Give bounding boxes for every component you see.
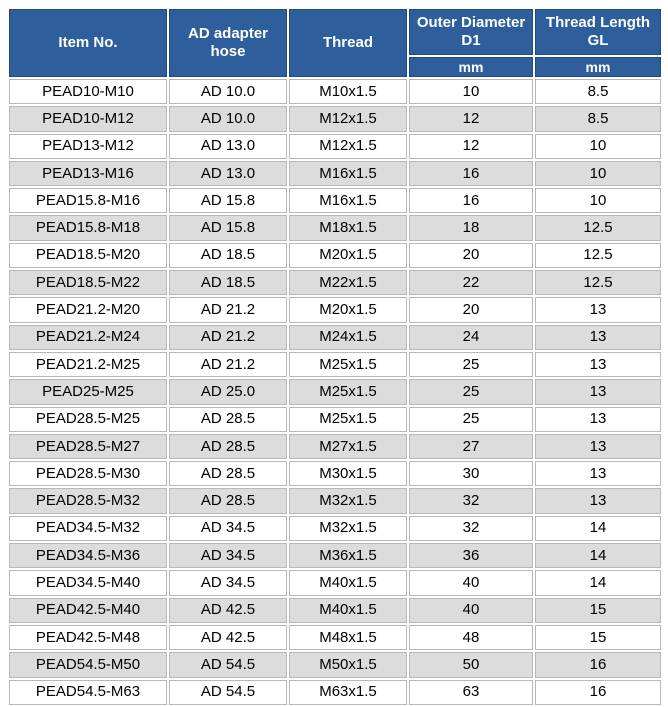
table-row: [9, 106, 661, 131]
item-no-cell: PEAD34.5-M40: [9, 570, 167, 595]
item-no-cell: PEAD21.2-M25: [9, 352, 167, 377]
item-no-cell: PEAD10-M10: [9, 79, 167, 104]
header-outer-diameter: Outer Diameter D1: [409, 9, 533, 55]
outer-diameter-cell: 32: [409, 516, 533, 541]
thread-cell: M30x1.5: [289, 461, 407, 486]
adapter-hose-cell: AD 28.5: [169, 434, 287, 459]
table-row: [9, 325, 661, 350]
outer-diameter-cell: 16: [409, 161, 533, 186]
outer-diameter-cell: 36: [409, 543, 533, 568]
outer-diameter-cell: 63: [409, 680, 533, 705]
adapter-hose-cell: AD 15.8: [169, 215, 287, 240]
adapter-hose-cell: AD 28.5: [169, 461, 287, 486]
table-row: [9, 243, 661, 268]
thread-cell: M25x1.5: [289, 379, 407, 404]
adapter-hose-cell: AD 15.8: [169, 188, 287, 213]
table-header: [9, 9, 661, 77]
adapter-hose-cell: AD 13.0: [169, 161, 287, 186]
item-no-cell: PEAD13-M12: [9, 134, 167, 159]
item-no-cell: PEAD18.5-M20: [9, 243, 167, 268]
item-no-cell: PEAD42.5-M48: [9, 625, 167, 650]
table-row: [9, 570, 661, 595]
item-no-cell: PEAD15.8-M16: [9, 188, 167, 213]
adapter-hose-cell: AD 42.5: [169, 625, 287, 650]
adapter-hose-cell: AD 28.5: [169, 488, 287, 513]
adapter-hose-cell: AD 10.0: [169, 79, 287, 104]
table-row: [9, 488, 661, 513]
adapter-hose-cell: AD 34.5: [169, 570, 287, 595]
outer-diameter-cell: 27: [409, 434, 533, 459]
thread-length-cell: 12.5: [535, 270, 661, 295]
adapter-hose-cell: AD 42.5: [169, 598, 287, 623]
thread-length-cell: 14: [535, 570, 661, 595]
thread-length-cell: 13: [535, 407, 661, 432]
outer-diameter-cell: 25: [409, 407, 533, 432]
table-row: [9, 625, 661, 650]
thread-length-cell: 8.5: [535, 79, 661, 104]
outer-diameter-cell: 16: [409, 188, 533, 213]
table-row: [9, 188, 661, 213]
adapter-hose-cell: AD 54.5: [169, 680, 287, 705]
table-row: [9, 134, 661, 159]
outer-diameter-cell: 20: [409, 243, 533, 268]
item-no-cell: PEAD13-M16: [9, 161, 167, 186]
thread-cell: M18x1.5: [289, 215, 407, 240]
table-row: [9, 461, 661, 486]
adapter-hose-cell: AD 34.5: [169, 543, 287, 568]
item-no-cell: PEAD28.5-M32: [9, 488, 167, 513]
thread-cell: M36x1.5: [289, 543, 407, 568]
thread-length-cell: 12.5: [535, 215, 661, 240]
outer-diameter-cell: 40: [409, 570, 533, 595]
thread-cell: M12x1.5: [289, 106, 407, 131]
thread-cell: M48x1.5: [289, 625, 407, 650]
thread-length-cell: 14: [535, 543, 661, 568]
outer-diameter-cell: 24: [409, 325, 533, 350]
thread-length-cell: 13: [535, 352, 661, 377]
adapter-hose-cell: AD 18.5: [169, 243, 287, 268]
outer-diameter-cell: 12: [409, 106, 533, 131]
outer-diameter-cell: 18: [409, 215, 533, 240]
thread-length-cell: 16: [535, 680, 661, 705]
outer-diameter-cell: 10: [409, 79, 533, 104]
thread-cell: M63x1.5: [289, 680, 407, 705]
thread-cell: M27x1.5: [289, 434, 407, 459]
item-no-cell: PEAD18.5-M22: [9, 270, 167, 295]
item-no-cell: PEAD28.5-M25: [9, 407, 167, 432]
header-adapter-hose-label: AD adapter hose: [187, 25, 269, 60]
outer-diameter-cell: 30: [409, 461, 533, 486]
outer-diameter-cell: 48: [409, 625, 533, 650]
table-row: [9, 434, 661, 459]
header-unit-gl: mm: [535, 57, 661, 77]
item-no-cell: PEAD34.5-M36: [9, 543, 167, 568]
header-item-no: Item No.: [9, 9, 167, 77]
item-no-cell: PEAD34.5-M32: [9, 516, 167, 541]
item-no-cell: PEAD15.8-M18: [9, 215, 167, 240]
item-no-cell: PEAD54.5-M50: [9, 652, 167, 677]
item-no-cell: PEAD54.5-M63: [9, 680, 167, 705]
header-unit-d1: mm: [409, 57, 533, 77]
outer-diameter-cell: 25: [409, 352, 533, 377]
table-row: [9, 516, 661, 541]
thread-length-cell: 13: [535, 434, 661, 459]
table-row: [9, 407, 661, 432]
adapter-hose-cell: AD 21.2: [169, 297, 287, 322]
thread-cell: M16x1.5: [289, 188, 407, 213]
item-no-cell: PEAD10-M12: [9, 106, 167, 131]
table-row: [9, 79, 661, 104]
thread-cell: M16x1.5: [289, 161, 407, 186]
header-thread-length: Thread Length GL: [535, 9, 661, 55]
thread-cell: M40x1.5: [289, 570, 407, 595]
item-no-cell: PEAD21.2-M24: [9, 325, 167, 350]
thread-cell: M25x1.5: [289, 352, 407, 377]
table-row: [9, 652, 661, 677]
adapter-hose-cell: AD 13.0: [169, 134, 287, 159]
thread-cell: M24x1.5: [289, 325, 407, 350]
table-row: [9, 680, 661, 705]
adapter-hose-cell: AD 10.0: [169, 106, 287, 131]
thread-length-cell: 12.5: [535, 243, 661, 268]
item-no-cell: PEAD28.5-M27: [9, 434, 167, 459]
thread-cell: M10x1.5: [289, 79, 407, 104]
thread-cell: M25x1.5: [289, 407, 407, 432]
thread-length-cell: 13: [535, 297, 661, 322]
outer-diameter-cell: 12: [409, 134, 533, 159]
thread-length-cell: 15: [535, 598, 661, 623]
item-no-cell: PEAD21.2-M20: [9, 297, 167, 322]
thread-length-cell: 13: [535, 461, 661, 486]
thread-cell: M32x1.5: [289, 516, 407, 541]
table-row: [9, 297, 661, 322]
item-no-cell: PEAD25-M25: [9, 379, 167, 404]
adapter-hose-cell: AD 18.5: [169, 270, 287, 295]
outer-diameter-cell: 22: [409, 270, 533, 295]
item-no-cell: PEAD42.5-M40: [9, 598, 167, 623]
thread-length-cell: 13: [535, 325, 661, 350]
thread-length-cell: 14: [535, 516, 661, 541]
table-row: [9, 379, 661, 404]
outer-diameter-cell: 32: [409, 488, 533, 513]
adapter-hose-cell: AD 28.5: [169, 407, 287, 432]
thread-cell: M50x1.5: [289, 652, 407, 677]
spec-table: [7, 7, 663, 707]
outer-diameter-cell: 40: [409, 598, 533, 623]
thread-cell: M20x1.5: [289, 243, 407, 268]
thread-length-cell: 13: [535, 488, 661, 513]
outer-diameter-cell: 25: [409, 379, 533, 404]
thread-length-cell: 10: [535, 188, 661, 213]
item-no-cell: PEAD28.5-M30: [9, 461, 167, 486]
adapter-hose-cell: AD 54.5: [169, 652, 287, 677]
outer-diameter-cell: 20: [409, 297, 533, 322]
thread-cell: M20x1.5: [289, 297, 407, 322]
thread-cell: M22x1.5: [289, 270, 407, 295]
header-adapter-hose: [169, 9, 287, 77]
thread-cell: M12x1.5: [289, 134, 407, 159]
thread-length-cell: 13: [535, 379, 661, 404]
table-row: [9, 215, 661, 240]
thread-cell: M40x1.5: [289, 598, 407, 623]
thread-cell: M32x1.5: [289, 488, 407, 513]
thread-length-cell: 10: [535, 134, 661, 159]
thread-length-cell: 16: [535, 652, 661, 677]
table-row: [9, 352, 661, 377]
table-body: [9, 79, 661, 705]
thread-length-cell: 8.5: [535, 106, 661, 131]
table-row: [9, 161, 661, 186]
table-row: [9, 270, 661, 295]
thread-length-cell: 10: [535, 161, 661, 186]
adapter-hose-cell: AD 25.0: [169, 379, 287, 404]
header-thread: Thread: [289, 9, 407, 77]
adapter-hose-cell: AD 21.2: [169, 325, 287, 350]
adapter-hose-cell: AD 21.2: [169, 352, 287, 377]
table-row: [9, 543, 661, 568]
adapter-hose-cell: AD 34.5: [169, 516, 287, 541]
outer-diameter-cell: 50: [409, 652, 533, 677]
table-row: [9, 598, 661, 623]
thread-length-cell: 15: [535, 625, 661, 650]
